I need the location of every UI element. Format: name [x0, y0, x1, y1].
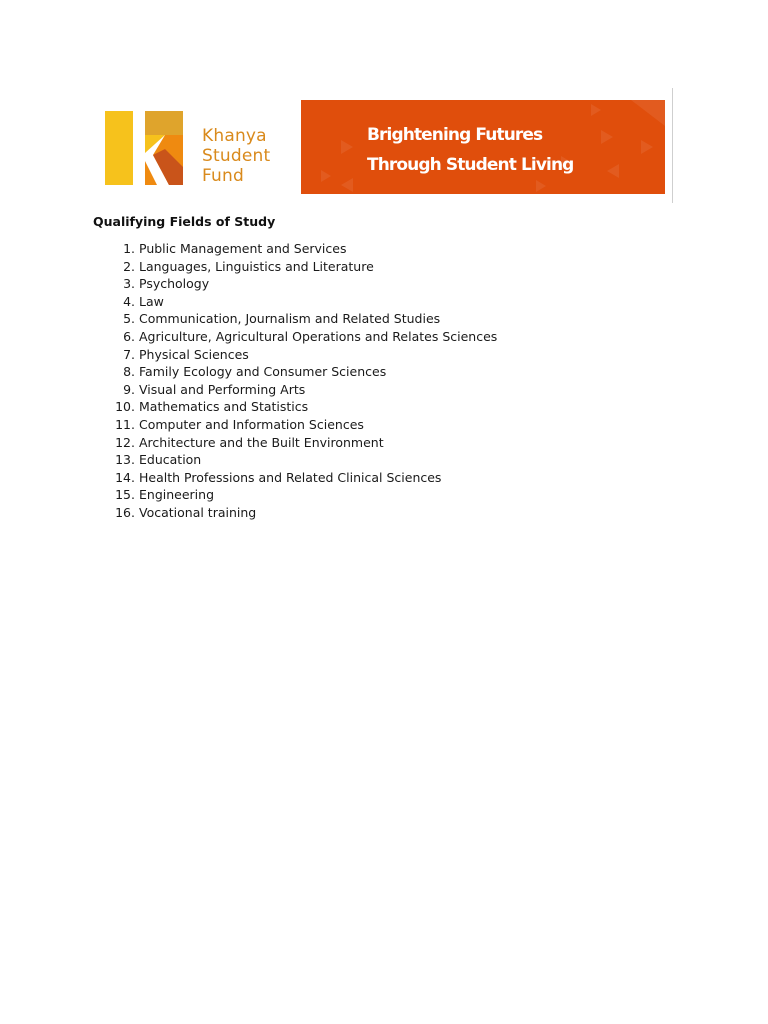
list-item-label: Computer and Information Sciences [139, 416, 364, 432]
khanya-k-logo-icon [105, 111, 185, 187]
list-item [93, 328, 497, 346]
list-item-number: 14. [115, 469, 135, 485]
list-item-number: 1. [123, 241, 135, 256]
list-item-number: 9. [123, 381, 135, 397]
list-item-label: Law [139, 293, 164, 309]
list-item-label: Agriculture, Agricultural Operations and Relates Sciences [139, 328, 498, 344]
list-item [93, 346, 497, 364]
list-item [93, 275, 497, 293]
logo-line-3: Fund [202, 166, 244, 186]
list-item-number: 8. [123, 364, 135, 380]
list-item-label: Vocational training [139, 504, 257, 520]
list-item-number: 7. [123, 346, 135, 362]
list-item-label: Languages, Linguistics and Literature [139, 258, 374, 274]
list-item-label: Physical Sciences [139, 346, 249, 362]
logo-line-2: Student [202, 146, 271, 166]
header-banner [94, 88, 674, 203]
list-item [93, 469, 497, 487]
list-item-label: Psychology [139, 276, 210, 292]
list-item-label: Health Professions and Related Clinical Sciences [139, 469, 442, 485]
list-item [93, 416, 497, 434]
list-item [93, 486, 497, 504]
list-item-number: 16. [115, 504, 135, 520]
list-item-label: Public Management and Services [139, 241, 347, 256]
logo-line-1: Khanya [202, 126, 267, 146]
list-item-number: 11. [115, 416, 135, 432]
list-item-number: 13. [115, 452, 135, 468]
list-item-number: 12. [115, 434, 135, 450]
list-item-number: 5. [123, 311, 135, 327]
list-item [93, 363, 497, 381]
list-item-label: Family Ecology and Consumer Sciences [139, 364, 387, 380]
list-item-label: Communication, Journalism and Related Studies [139, 311, 441, 327]
list-item [93, 381, 497, 399]
logo [94, 88, 300, 203]
tagline-panel [301, 100, 665, 194]
tagline [367, 120, 573, 180]
list-item [93, 434, 497, 452]
list-item [93, 398, 497, 416]
list-item-number: 15. [115, 487, 135, 503]
tagline-line-2: Through Student Living [367, 155, 574, 175]
list-item-number: 2. [123, 258, 135, 274]
list-item [93, 451, 497, 469]
list-item-number: 6. [123, 328, 135, 344]
list-item-number: 10. [115, 399, 135, 415]
list-item-number: 4. [123, 293, 135, 309]
list-item-label: Mathematics and Statistics [139, 399, 309, 415]
list-item-label: Architecture and the Built Environment [139, 434, 384, 450]
fields-of-study-list [93, 240, 497, 522]
list-item [93, 258, 497, 276]
banner-divider [672, 88, 673, 203]
list-item-label: Engineering [139, 487, 214, 503]
list-item [93, 310, 497, 328]
list-item-label: Visual and Performing Arts [139, 381, 306, 397]
tagline-line-1: Brightening Futures [367, 125, 543, 145]
list-item [93, 504, 497, 522]
list-item-label: Education [139, 452, 202, 468]
list-item [93, 293, 497, 311]
logo-wordmark [202, 126, 270, 186]
list-item [93, 240, 497, 258]
section-heading: Qualifying Fields of Study [93, 214, 276, 229]
list-item-number: 3. [123, 276, 135, 292]
